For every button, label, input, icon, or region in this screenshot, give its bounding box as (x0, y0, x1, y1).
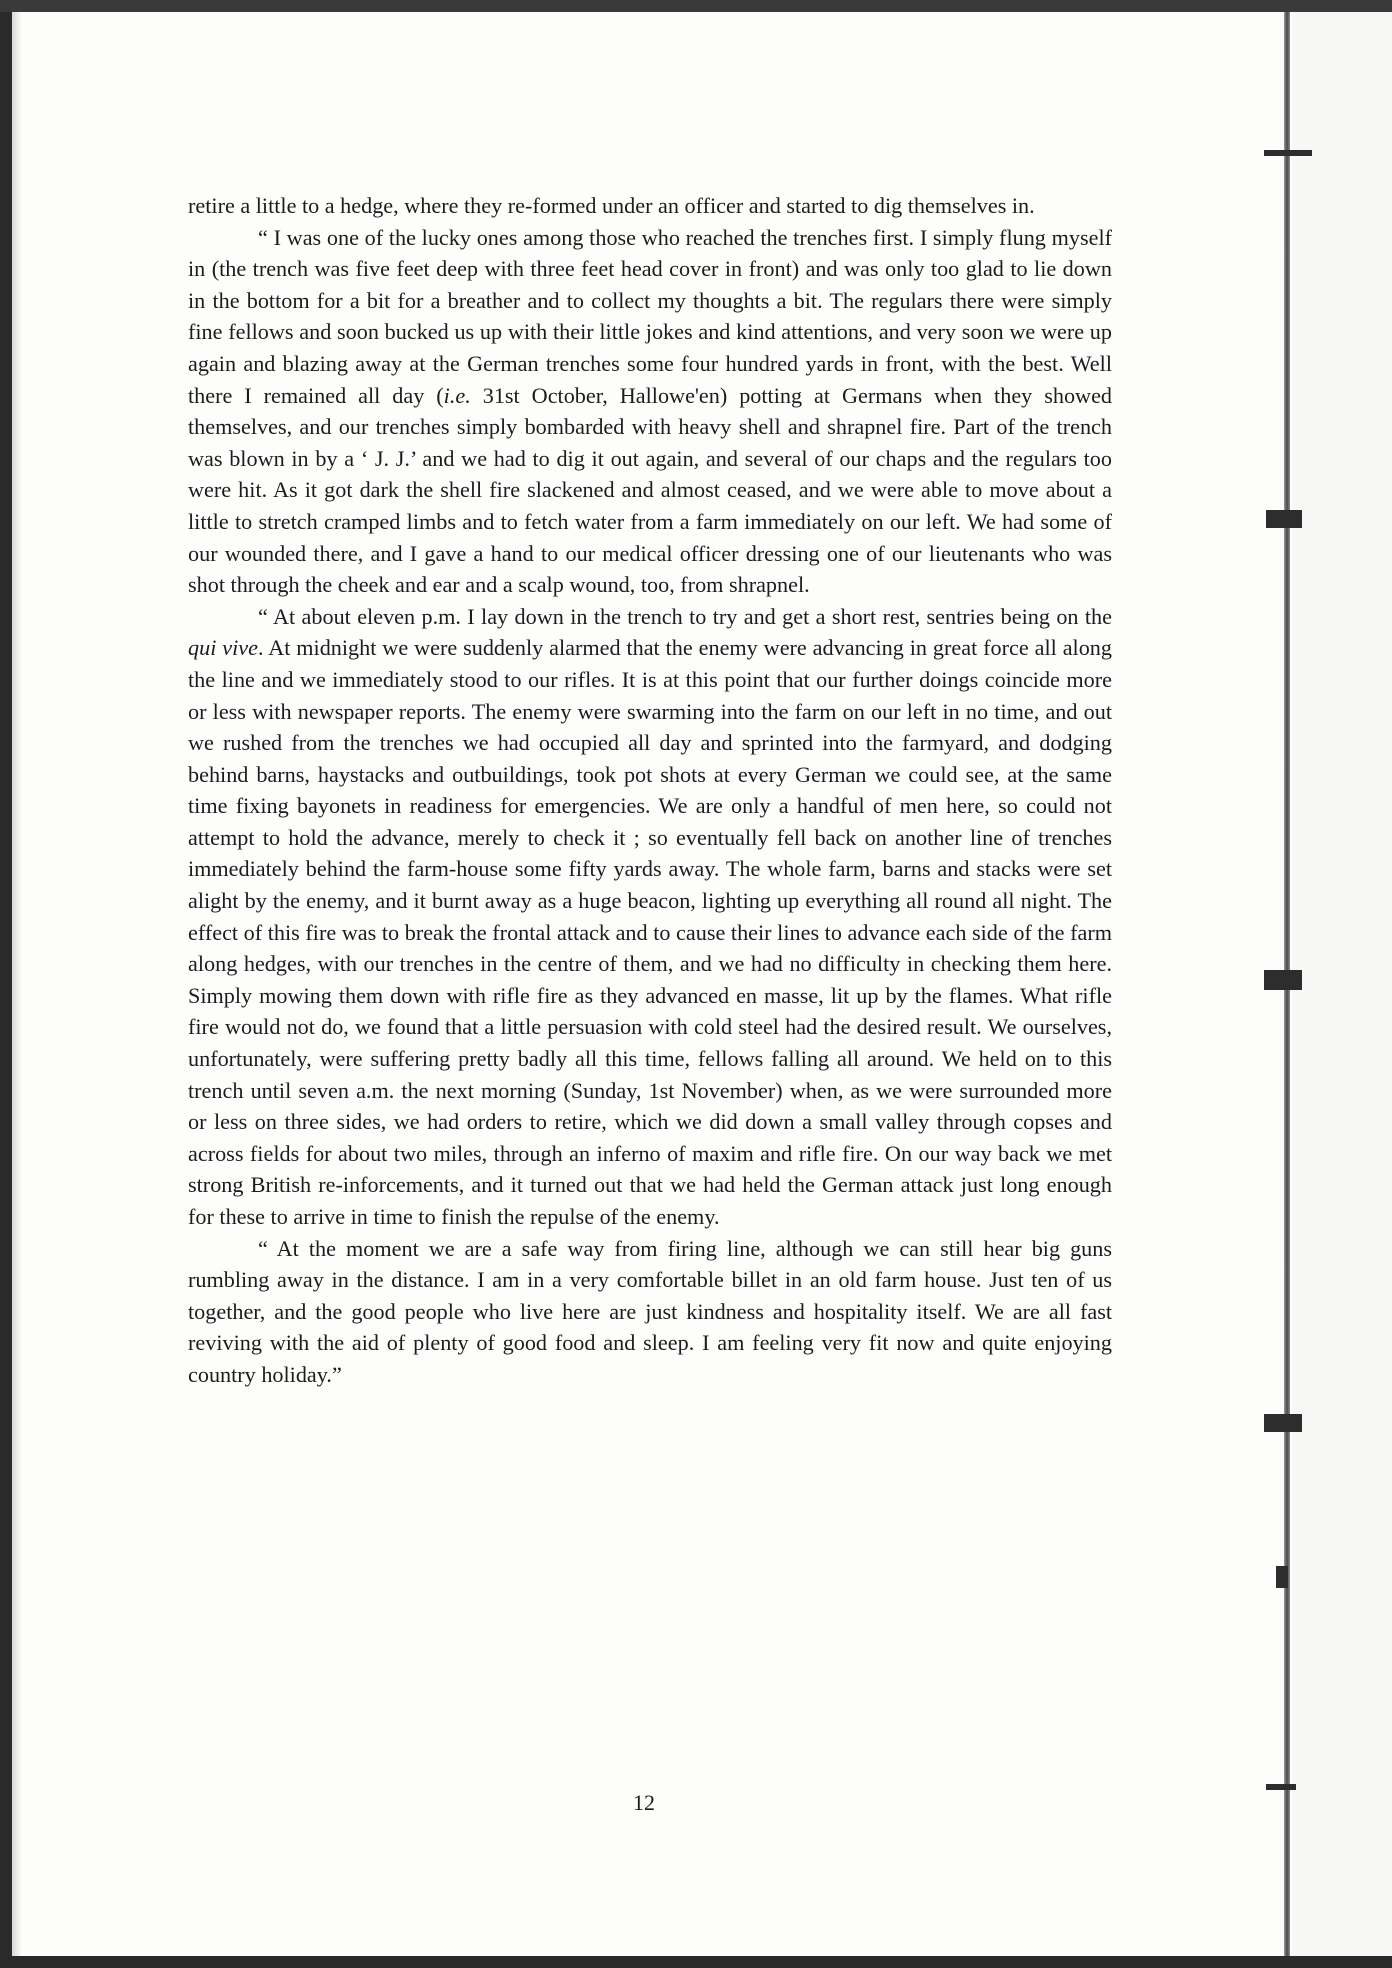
page-left-edge-shadow (12, 12, 22, 1956)
page-body-text (188, 190, 1112, 1391)
binding-staple-2 (1266, 510, 1302, 528)
binding-staple-4 (1264, 1414, 1302, 1432)
page-number: 12 (633, 1790, 655, 1815)
binding-staple-1 (1264, 150, 1312, 156)
binding-staple-5 (1276, 1566, 1288, 1588)
paragraph-trenches: “ I was one of the lucky ones among those who reached the trenches first. I simply flung myself in (the trench was five feet deep with three feet head cover in front) and was only too glad to lie down in the bottom for a bit for a breather and to collect my thoughts a bit. The regulars there were simply fine fellows and soon bucked us up with their little jokes and kind attentions, and very soon we were up again and blazing away at the German trenches some four hundred yards in front, with the best. Well there I remained all day (i.e. 31st October, Hallowe'en) potting at Germans when they showed themselves, and our trenches simply bombarded with heavy shell and shrapnel fire. Part of the trench was blown in by a ‘ J. J.’ and we had to dig it out again, and several of our chaps and the regulars too were hit. As it got dark the shell fire slackened and almost ceased, and we were able to move about a little to stretch cramped limbs and to fetch water from a farm immediately on our left. We had some of our wounded there, and I gave a hand to our medical officer dressing one of our lieutenants who was shot through the cheek and ear and a scalp wound, too, from shrapnel. (188, 224, 1113, 598)
paragraph-night-attack: “ At about eleven p.m. I lay down in the trench to try and get a short rest, sentries being on the qui vive. At midnight we were suddenly alarmed that the enemy were advancing in great force all along the line and we immediately stood to our rifles. It is at this point that our further doings coincide more or less with newspaper reports. The enemy were swarming into the farm on our left in no time, and out we rushed from the trenches we had occupied all day and sprinted into the farmyard, and dodging behind barns, haystacks and outbuildings, took pot shots at every German we could see, at the same time fixing bayonets in readiness for emergencies. We are only a handful of men here, so could not attempt to hold the advance, merely to check it ; so eventually fell back on another line of trenches immediately behind the farm-house some fifty yards away. The whole farm, barns and stacks were set alight by the enemy, and it burnt away as a huge beacon, lighting up everything all round all night. The effect of this fire was to break the frontal attack and to cause their lines to advance each side of the farm along hedges, with our trenches in the centre of them, and we had no difficulty in checking them here. Simply mowing them down with rifle fire as they advanced en masse, lit up by the flames. What rifle fire would not do, we found that a little persuasion with cold steel had the desired result. We ourselves, unfortunately, were suffering pretty badly all this time, fellows falling all around. We held on to this trench until seven a.m. the next morning (Sunday, 1st November) when, as we were surrounded more or less on three sides, we had orders to retire, which we did down a small valley through copses and across fields for about two miles, through an inferno of maxim and rifle fire. On our way back we met strong British re-inforcements, and it turned out that we had held the German attack just long enough for these to arrive in time to finish the repulse of the enemy. (188, 603, 1112, 1229)
binding-margin (1292, 12, 1392, 1956)
paragraph-billet: “ At the moment we are a safe way from firing line, although we can still hear big guns rumbling away in the distance. I am in a very comfortable billet in an old farm house. Just ten of us together, and the good people who live here are just kindness and hospitality itself. We are all fast reviving with the aid of plenty of good food and sleep. I am feeling very fit now and quite enjoying country holiday.” (188, 1235, 1112, 1387)
paragraph-continuation: retire a little to a hedge, where they re-formed under an officer and started to dig themselves in. (188, 193, 1035, 218)
scan-top-border (0, 0, 1392, 12)
binding-staple-3 (1264, 970, 1302, 990)
